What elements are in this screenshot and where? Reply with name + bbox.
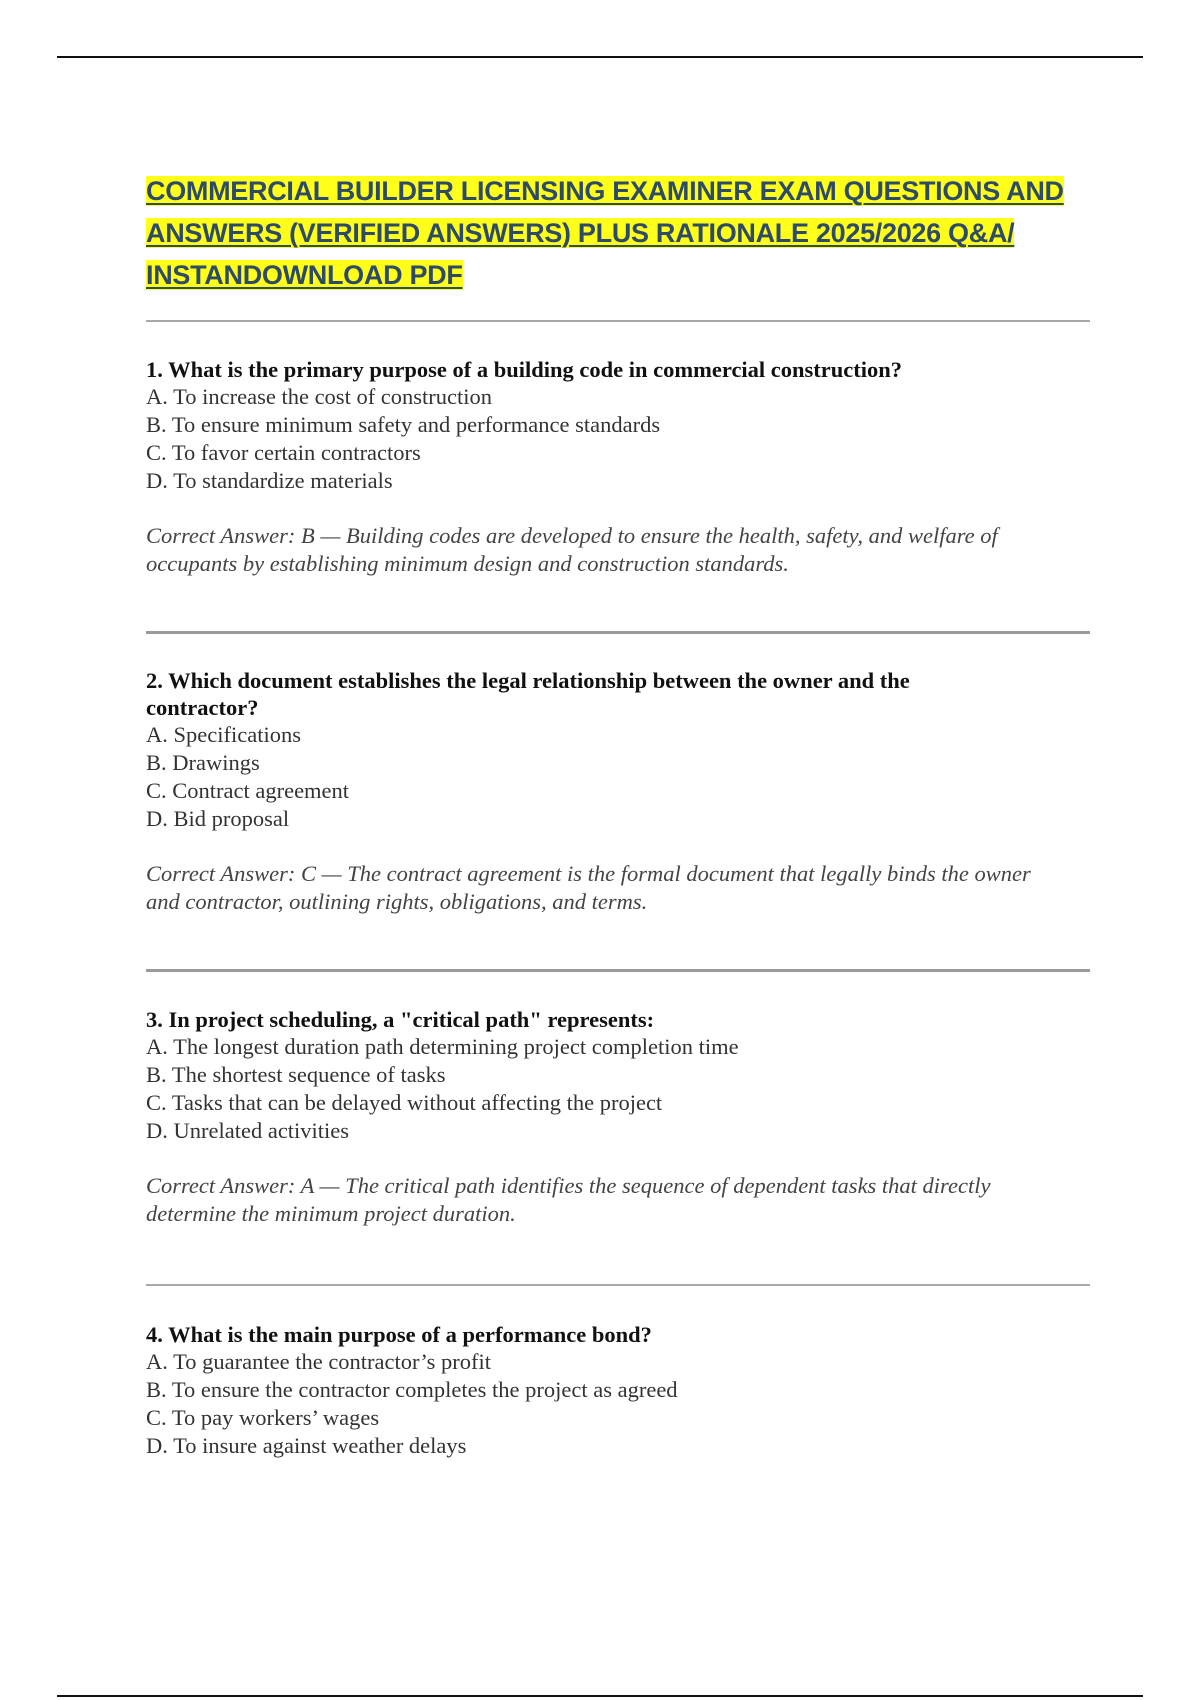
option-d: D. Bid proposal [146, 806, 290, 831]
separator [146, 631, 1090, 634]
separator [146, 969, 1090, 972]
page-bottom-rule [57, 1695, 1143, 1697]
document-title [146, 170, 1090, 296]
question-4 [146, 1321, 1090, 1460]
page-top-rule [57, 56, 1143, 58]
question-1 [146, 356, 1090, 578]
question-text: 4. What is the main purpose of a performance bond? [146, 1322, 652, 1347]
option-c: C. Tasks that can be delayed without affecting the project [146, 1090, 663, 1115]
option-d: D. Unrelated activities [146, 1118, 350, 1143]
option-c: C. To pay workers’ wages [146, 1405, 380, 1430]
options-list [146, 1033, 1090, 1145]
correct-answer: Correct Answer: C — The contract agreement is the formal document that legally binds the owner and contractor, outlining rights, obligations, and terms. [146, 861, 1031, 914]
option-b: B. The shortest sequence of tasks [146, 1062, 446, 1087]
option-d: D. To standardize materials [146, 468, 393, 493]
question-3 [146, 1006, 1090, 1228]
separator [146, 1284, 1090, 1286]
option-a: A. To guarantee the contractor’s profit [146, 1349, 491, 1374]
option-c: C. Contract agreement [146, 778, 350, 803]
options-list [146, 721, 1090, 833]
title-highlight: COMMERCIAL BUILDER LICENSING EXAMINER EXAM QUESTIONS AND ANSWERS (VERIFIED ANSWERS) PLUS RATIONALE 2025/2026 Q&A/ INSTANDOWNLOAD PDF [146, 176, 1064, 290]
document-body [146, 170, 1090, 1460]
option-a: A. To increase the cost of construction [146, 384, 493, 409]
options-list [146, 383, 1090, 495]
question-text: 3. In project scheduling, a "critical path" represents: [146, 1007, 655, 1032]
options-list [146, 1348, 1090, 1460]
correct-answer: Correct Answer: B — Building codes are developed to ensure the health, safety, and welfare of occupants by establishing minimum design and construction standards. [146, 523, 998, 576]
option-b: B. To ensure the contractor completes the project as agreed [146, 1377, 678, 1402]
option-a: A. The longest duration path determining project completion time [146, 1034, 739, 1059]
separator [146, 320, 1090, 322]
option-d: D. To insure against weather delays [146, 1433, 467, 1458]
question-2 [146, 667, 1090, 916]
question-text: 1. What is the primary purpose of a building code in commercial construction? [146, 357, 903, 382]
option-b: B. To ensure minimum safety and performance standards [146, 412, 661, 437]
option-a: A. Specifications [146, 722, 301, 747]
question-text: 2. Which document establishes the legal relationship between the owner and the contractor? [146, 668, 910, 720]
option-c: C. To favor certain contractors [146, 440, 421, 465]
option-b: B. Drawings [146, 750, 260, 775]
correct-answer: Correct Answer: A — The critical path identifies the sequence of dependent tasks that directly determine the minimum project duration. [146, 1173, 991, 1226]
